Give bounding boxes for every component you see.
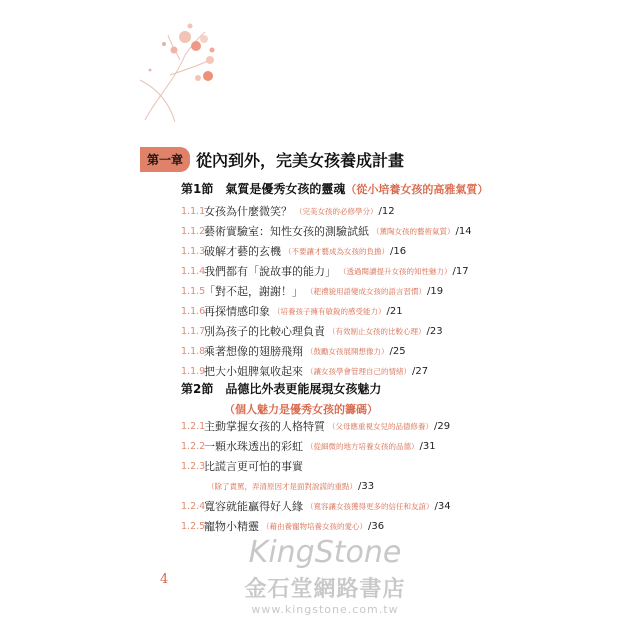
section-1-heading — [181, 180, 488, 197]
toc-entry-note: （不要讓才藝成為女孩的負擔） — [284, 246, 389, 256]
toc-entry-title: 一顆水珠透出的彩虹 — [204, 440, 303, 453]
toc-entry-page: /31 — [419, 440, 436, 452]
toc-entry-title: 把大小姐脾氣收起來 — [204, 365, 303, 378]
toc-entry-note: （培養孩子擁有敏銳的感受能力） — [273, 306, 386, 316]
toc-entry-page: /16 — [390, 245, 407, 257]
toc-entry-note: （透過閱讀提升女孩的知性魅力） — [339, 266, 452, 276]
toc-entry-page: /36 — [368, 520, 385, 532]
watermark-chinese: 金石堂網路書店 — [244, 576, 406, 602]
section-2-heading — [181, 380, 381, 397]
toc-entry-note: （除了責罵，弄清原因才是面對說謊的重點） — [207, 481, 357, 491]
toc-entry — [181, 436, 481, 456]
toc-entry-page: /29 — [434, 420, 451, 432]
toc-entry-number: 1.1.2 — [181, 225, 206, 237]
chapter-tag: 第一章 — [140, 147, 190, 172]
chapter-title: 從內到外，完美女孩養成計畫 — [196, 151, 405, 170]
toc-entry-page: /19 — [427, 285, 444, 297]
watermark-url: www.kingstone.com.tw — [251, 603, 399, 616]
toc-entry — [181, 241, 481, 261]
toc-entry — [181, 281, 481, 301]
chapter-header — [140, 147, 404, 172]
toc-entry-page: /23 — [426, 325, 443, 337]
toc-entry — [181, 301, 481, 321]
toc-entry — [181, 516, 481, 536]
section-2-title: 第2節 品德比外表更能展現女孩魅力 — [181, 382, 382, 396]
section-1-title: 第1節 氣質是優秀女孩的靈魂 — [181, 182, 346, 196]
toc-entry-number: 1.1.8 — [181, 345, 206, 357]
section-1-list — [181, 201, 481, 381]
toc-entry-title: 藝術實驗室：知性女孩的測驗試紙 — [204, 225, 369, 238]
toc-entry — [181, 361, 481, 381]
toc-entry-page: /34 — [434, 500, 451, 512]
toc-entry-number: 1.2.2 — [181, 440, 206, 452]
floral-decoration-icon — [130, 20, 230, 125]
toc-entry — [181, 341, 481, 361]
toc-entry-note: （從細微的地方培養女孩的品德） — [306, 441, 419, 451]
section-2-list — [181, 416, 481, 536]
toc-entry-page: /25 — [389, 345, 406, 357]
toc-entry-note: （寬容讓女孩獲得更多的信任和友誼） — [306, 501, 434, 511]
toc-entry — [181, 476, 481, 496]
toc-entry-number: 1.1.1 — [181, 205, 206, 217]
toc-entry-note: （讓女孩學會管理自己的情緒） — [306, 366, 411, 376]
toc-entry-title: 比謊言更可怕的事實 — [204, 460, 303, 473]
toc-entry-title: 女孩為什麼微笑？ — [204, 205, 292, 218]
toc-entry-number: 1.1.5 — [181, 285, 206, 297]
toc-entry — [181, 496, 481, 516]
watermark-logo: KingStone — [248, 535, 402, 570]
toc-entry-note: （鼓勵女孩展開想像力） — [306, 346, 389, 356]
toc-entry-number: 1.2.5 — [181, 520, 206, 532]
toc-entry-number: 1.1.4 — [181, 265, 206, 277]
toc-entry-page: /14 — [455, 225, 472, 237]
toc-entry-title: 再探情感印象 — [204, 305, 270, 318]
toc-entry — [181, 261, 481, 281]
toc-entry-title: 寵物小精靈 — [204, 520, 259, 533]
page-number: 4 — [160, 572, 169, 587]
watermark — [225, 535, 425, 616]
toc-entry-number: 1.2.3 — [181, 460, 206, 472]
toc-entry-title: 寬容就能贏得好人緣 — [204, 500, 303, 513]
section-1-subtitle: （從小培養女孩的高雅氣質） — [345, 183, 489, 196]
toc-entry-page: /12 — [378, 205, 395, 217]
toc-entry-number: 1.1.6 — [181, 305, 206, 317]
toc-entry-page: /21 — [386, 305, 403, 317]
toc-entry — [181, 221, 481, 241]
toc-entry-number: 1.2.1 — [181, 420, 206, 432]
toc-entry-page: /17 — [452, 265, 469, 277]
toc-entry-note: （父母應重視女兒的品德修養） — [328, 421, 433, 431]
toc-entry — [181, 321, 481, 341]
toc-entry-note: （有效制止女孩的比較心理） — [328, 326, 426, 336]
toc-entry-number: 1.1.3 — [181, 245, 206, 257]
toc-entry-title: 「對不起，謝謝！」 — [204, 285, 303, 298]
toc-entry-page: /27 — [412, 365, 429, 377]
toc-entry-page: /33 — [358, 480, 375, 492]
toc-entry-title: 主動掌握女孩的人格特質 — [204, 420, 325, 433]
toc-entry-number: 1.2.4 — [181, 500, 206, 512]
toc-entry-title: 破解才藝的玄機 — [204, 245, 281, 258]
toc-entry — [181, 201, 481, 221]
toc-entry-note: （薰陶女孩的藝術氣質） — [372, 226, 455, 236]
toc-entry-note: （耙禮貌用語變成女孩的語言習慣） — [306, 286, 426, 296]
toc-entry-number: 1.1.7 — [181, 325, 206, 337]
section-2-subtitle: （個人魅力是優秀女孩的籌碼） — [224, 403, 378, 416]
toc-entry-note: （完美女孩的必修學分） — [295, 206, 378, 216]
toc-entry — [181, 416, 481, 436]
toc-entry — [181, 456, 481, 476]
toc-entry-number: 1.1.9 — [181, 365, 206, 377]
toc-entry-title: 我們都有「說故事的能力」 — [204, 265, 336, 278]
toc-entry-note: （藉由養寵物培養女孩的愛心） — [262, 521, 367, 531]
toc-entry-title: 別為孩子的比較心理負責 — [204, 325, 325, 338]
toc-entry-title: 乘著想像的翅膀飛翔 — [204, 345, 303, 358]
